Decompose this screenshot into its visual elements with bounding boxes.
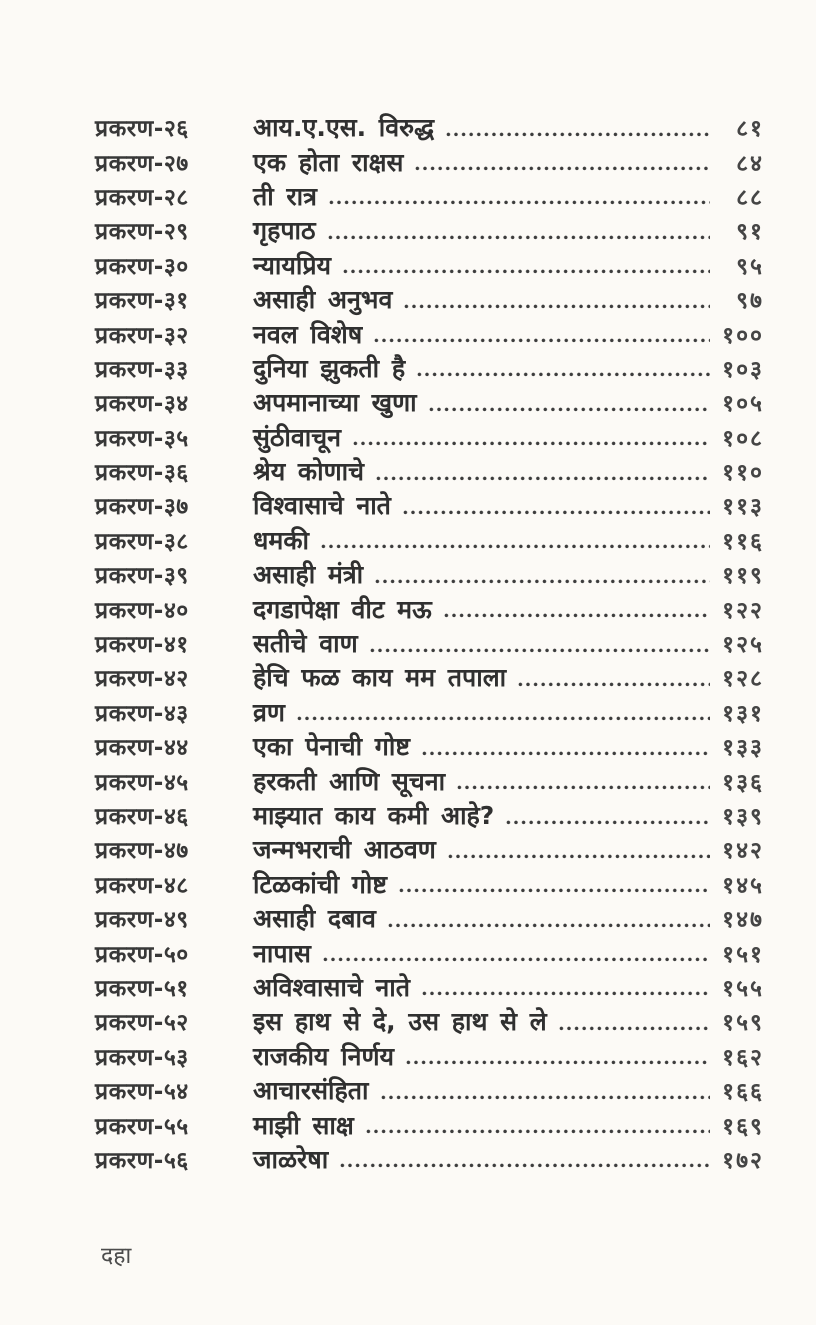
chapter-label: प्रकरण-३२ [95, 322, 189, 349]
toc-row [95, 1039, 764, 1073]
page-number: १७२ [722, 1147, 764, 1174]
toc-row [95, 110, 764, 144]
chapter-title: राजकीय निर्णय [253, 1041, 395, 1071]
chapter-title: माझ्यात काय कमी आहे? [253, 801, 495, 830]
chapter-title: असाही अनुभव [253, 285, 393, 315]
dot-leader [297, 716, 710, 721]
dot-leader [376, 476, 710, 481]
chapter-label: प्रकरण-३८ [95, 528, 189, 555]
chapter-title: ती रात्र [253, 181, 317, 211]
chapter-title: अपमानाच्या खुणा [253, 388, 417, 418]
dot-leader [374, 338, 710, 343]
dot-leader [406, 1060, 710, 1065]
chapter-title: नापास [253, 938, 311, 968]
page-number: १२८ [722, 666, 764, 693]
chapter-label: प्रकरण-४६ [95, 804, 189, 830]
dot-leader [446, 132, 710, 137]
page-number: ११३ [722, 494, 764, 521]
chapter-title: आचारसंहिता [253, 1076, 369, 1106]
chapter-label: प्रकरण-३७ [95, 494, 189, 521]
chapter-label: प्रकरण-३६ [95, 460, 189, 487]
page-number: १६९ [722, 1113, 764, 1140]
toc-row [95, 901, 764, 935]
toc-row [95, 351, 764, 385]
page-number: ८४ [736, 150, 764, 177]
toc-row [95, 420, 764, 454]
chapter-label: प्रकरण-५० [95, 941, 189, 968]
dot-leader [366, 1129, 710, 1134]
page-number: ११९ [722, 563, 764, 590]
toc-row [95, 213, 764, 247]
toc-row [95, 179, 764, 213]
chapter-title: आय.ए.एस. विरुद्ध [253, 113, 435, 143]
dot-leader [328, 235, 710, 240]
page-number: १४५ [722, 872, 764, 899]
chapter-title: धमकी [253, 525, 310, 555]
chapter-label: प्रकरण-२८ [95, 184, 189, 211]
page-number: १५९ [722, 1010, 764, 1037]
dot-leader [321, 544, 710, 549]
chapter-label: प्रकरण-२९ [95, 219, 189, 246]
toc-row [95, 316, 764, 350]
toc-row [95, 1142, 764, 1176]
chapter-label: प्रकरण-५१ [95, 975, 189, 1002]
toc-row [95, 1107, 764, 1141]
toc-row [95, 454, 764, 488]
chapter-label: प्रकरण-३९ [95, 563, 189, 590]
page-number: १२२ [722, 597, 764, 624]
dot-leader [415, 166, 710, 171]
chapter-title: दुनिया झुकती है [253, 353, 406, 383]
toc-row [95, 729, 764, 763]
dot-leader [559, 1026, 710, 1031]
page-number: १३९ [722, 804, 764, 830]
chapter-title: दगडापेक्षा वीट मऊ [253, 594, 432, 624]
dot-leader [370, 648, 710, 653]
page-number: ११६ [722, 528, 764, 555]
dot-leader [353, 441, 710, 446]
chapter-label: प्रकरण-४२ [95, 666, 189, 693]
chapter-title: न्यायप्रिय [253, 250, 332, 280]
page-number: १६२ [722, 1044, 764, 1071]
chapter-title: गृहपाठ [253, 216, 316, 246]
chapter-title: सुंठीवाचून [253, 422, 342, 452]
toc-row [95, 970, 764, 1004]
chapter-label: प्रकरण-५३ [95, 1044, 189, 1071]
page-number: ११० [722, 460, 764, 487]
page-number: १३३ [722, 735, 764, 762]
chapter-label: प्रकरण-४८ [95, 872, 189, 899]
chapter-label: प्रकरण-३१ [95, 288, 189, 315]
chapter-title: एक होता राक्षस [253, 147, 404, 177]
page-number: ९७ [736, 288, 764, 315]
chapter-title: एका पेनाची गोष्ट [253, 732, 410, 762]
chapter-label: प्रकरण-४५ [95, 769, 189, 796]
page-footer-label: दहा [101, 1243, 132, 1269]
dot-leader [444, 613, 710, 618]
toc-row [95, 523, 764, 557]
page-number: १६६ [722, 1079, 764, 1106]
chapter-title: व्रण [253, 697, 285, 727]
chapter-label: प्रकरण-२६ [95, 116, 189, 143]
chapter-title: हेचि फळ काय मम तपाला [253, 663, 507, 693]
chapter-title: नवल विशेष [253, 319, 363, 349]
page-number: १२५ [722, 632, 764, 659]
page-number: १३६ [722, 769, 764, 796]
chapter-title: इस हाथ से दे, उस हाथ से ले [253, 1007, 547, 1037]
page-number: १५५ [722, 975, 764, 1002]
dot-leader [403, 510, 710, 515]
page-number: १४२ [722, 838, 764, 865]
dot-leader [518, 682, 710, 687]
dot-leader [375, 579, 710, 584]
toc-row [95, 935, 764, 969]
page-number: १०३ [722, 356, 764, 383]
dot-leader [422, 751, 710, 756]
page-number: १०० [722, 322, 764, 349]
toc-row [95, 626, 764, 660]
chapter-label: प्रकरण-४९ [95, 907, 189, 934]
chapter-title: टिळकांची गोष्ट [253, 869, 387, 899]
table-of-contents [95, 110, 764, 1176]
chapter-label: प्रकरण-४७ [95, 838, 189, 865]
dot-leader [422, 991, 710, 996]
toc-row [95, 695, 764, 729]
chapter-title: जाळरेषा [253, 1144, 329, 1174]
toc-row [95, 1004, 764, 1038]
toc-row [95, 591, 764, 625]
page-number: १५१ [722, 941, 764, 968]
chapter-label: प्रकरण-२७ [95, 150, 189, 177]
toc-row [95, 798, 764, 832]
chapter-label: प्रकरण-४४ [95, 735, 189, 762]
chapter-title: अविश्वासाचे नाते [253, 972, 411, 1002]
page-number: १४७ [722, 907, 764, 934]
dot-leader [429, 407, 710, 412]
chapter-label: प्रकरण-५६ [95, 1147, 189, 1174]
page-number: ८८ [736, 184, 764, 211]
page-number: ८१ [736, 116, 764, 143]
chapter-label: प्रकरण-४३ [95, 700, 189, 727]
chapter-label: प्रकरण-३० [95, 253, 189, 280]
toc-row [95, 557, 764, 591]
chapter-title: विश्वासाचे नाते [253, 491, 391, 521]
dot-leader [343, 269, 710, 274]
dot-leader [506, 820, 710, 825]
chapter-label: प्रकरण-४० [95, 597, 189, 624]
chapter-label: प्रकरण-३५ [95, 425, 189, 452]
page-number: १०५ [722, 391, 764, 418]
chapter-label: प्रकरण-४१ [95, 632, 189, 659]
toc-row [95, 248, 764, 282]
toc-row [95, 1073, 764, 1107]
page-number: ९१ [736, 219, 764, 246]
toc-row [95, 867, 764, 901]
dot-leader [399, 888, 710, 893]
dot-leader [404, 304, 710, 309]
chapter-label: प्रकरण-३४ [95, 391, 189, 418]
dot-leader [417, 372, 710, 377]
toc-row [95, 832, 764, 866]
chapter-title: माझी साक्ष [253, 1110, 354, 1140]
chapter-label: प्रकरण-५५ [95, 1113, 189, 1140]
dot-leader [388, 923, 710, 928]
chapter-title: हरकती आणि सूचना [253, 766, 446, 796]
toc-row [95, 488, 764, 522]
toc-row [95, 144, 764, 178]
chapter-title: श्रेय कोणाचे [253, 457, 365, 487]
dot-leader [381, 1095, 710, 1100]
chapter-title: सतीचे वाण [253, 629, 358, 659]
chapter-label: प्रकरण-३३ [95, 356, 189, 383]
page-number: ९५ [736, 253, 764, 280]
toc-row [95, 660, 764, 694]
toc-row [95, 385, 764, 419]
dot-leader [457, 785, 710, 790]
toc-row [95, 282, 764, 316]
chapter-title: जन्मभराची आठवण [253, 835, 436, 865]
page-number: १३१ [722, 700, 764, 727]
chapter-label: प्रकरण-५२ [95, 1010, 189, 1037]
chapter-label: प्रकरण-५४ [95, 1079, 189, 1106]
dot-leader [323, 957, 710, 962]
dot-leader [329, 200, 710, 205]
chapter-title: असाही मंत्री [253, 560, 364, 590]
dot-leader [340, 1163, 710, 1168]
chapter-title: असाही दबाव [253, 904, 376, 934]
toc-row [95, 763, 764, 797]
dot-leader [448, 854, 710, 859]
page-number: १०८ [722, 425, 764, 452]
